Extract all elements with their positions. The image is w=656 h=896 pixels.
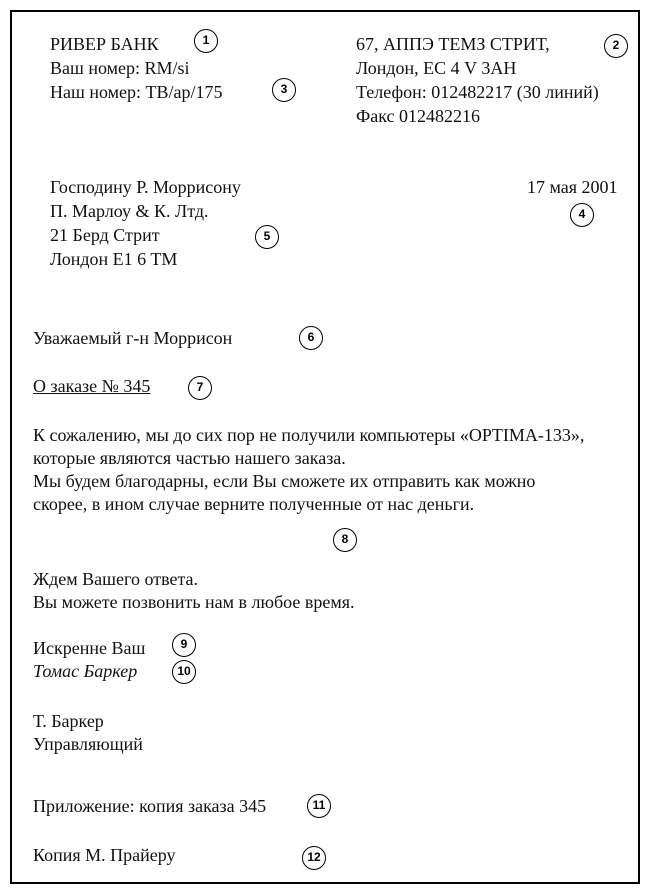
marker-2: 2 [604,34,628,58]
recipient-name: Господину Р. Моррисону [50,177,241,197]
body-line-4: скорее, в ином случае верните полученные от нас деньги. [33,494,475,514]
marker-8: 8 [333,528,357,552]
salutation: Уважаемый г-н Моррисон [33,328,233,348]
body-line-3: Мы будем благодарны, если Вы сможете их отправить как можно [33,471,536,491]
marker-3: 3 [272,78,296,102]
marker-5: 5 [255,225,279,249]
marker-11: 11 [307,794,331,818]
marker-12: 12 [302,846,326,870]
complimentary-close: Искренне Ваш [33,638,146,658]
marker-4: 4 [570,203,594,227]
letter-date: 17 мая 2001 [527,177,618,197]
marker-6: 6 [299,326,323,350]
signature: Томас Баркер [33,661,138,681]
recipient-street: 21 Берд Стрит [50,225,160,245]
subject-line: О заказе № 345 [33,376,151,396]
marker-1: 1 [194,29,218,53]
signatory-name: Т. Баркер [33,711,104,731]
phone-number: Телефон: 012482217 (30 линий) [356,82,599,102]
body-line-1: К сожалению, мы до сих пор не получили компьютеры «OPTIMA-133», [33,425,585,445]
recipient-city: Лондон E1 6 TM [50,249,178,269]
your-reference: Ваш номер: RM/si [50,58,190,78]
marker-7: 7 [188,376,212,400]
fax-number: Факс 012482216 [356,106,480,126]
closing-line-1: Ждем Вашего ответа. [33,569,199,589]
bank-name: РИВЕР БАНК [50,34,159,54]
address-line-2: Лондон, ЕС 4 V 3AH [356,58,517,78]
copy-note: Копия М. Прайеру [33,845,176,865]
our-reference: Наш номер: TB/ap/175 [50,82,223,102]
marker-10: 10 [172,660,196,684]
address-line-1: 67, АППЭ ТЕМЗ СТРИТ, [356,34,550,54]
signatory-title: Управляющий [33,734,143,754]
closing-line-2: Вы можете позвонить нам в любое время. [33,592,355,612]
recipient-company: П. Марлоу & К. Лтд. [50,201,209,221]
body-line-2: которые являются частью нашего заказа. [33,448,346,468]
enclosure-note: Приложение: копия заказа 345 [33,796,267,816]
marker-9: 9 [172,633,196,657]
